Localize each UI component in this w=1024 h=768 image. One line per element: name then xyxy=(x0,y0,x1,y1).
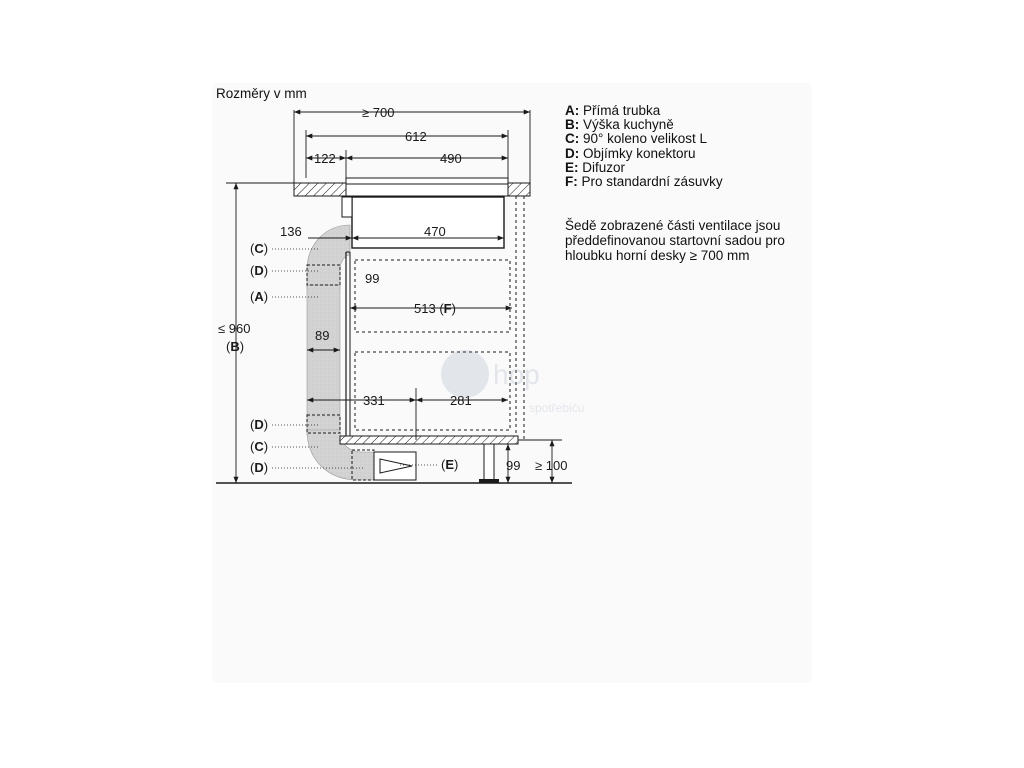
label-281: 281 xyxy=(450,393,472,408)
label-490: 490 xyxy=(440,151,462,166)
cabinet-leg xyxy=(484,444,494,480)
worktop-left xyxy=(294,183,346,196)
callout-a1: (A) xyxy=(250,289,269,304)
hob-unit-left-connector xyxy=(342,197,352,217)
callout-d2: (D) xyxy=(250,417,269,432)
callout-e: (E) xyxy=(441,457,459,472)
dimension-lines xyxy=(226,110,562,483)
duct-straight-pipe xyxy=(307,285,340,435)
legend-item: D: Objímky konektoru xyxy=(565,145,696,161)
worktop xyxy=(294,178,530,196)
label-136: 136 xyxy=(280,224,302,239)
label-513: 513 (F) xyxy=(414,301,456,316)
leg-foot xyxy=(479,479,499,483)
label-99-bottom: 99 xyxy=(506,458,521,473)
legend-item: E: Difuzor xyxy=(565,159,626,175)
legend xyxy=(565,104,723,189)
callout-d3: (D) xyxy=(250,460,269,475)
worktop-right xyxy=(508,183,530,196)
page-title: Rozměry v mm xyxy=(216,86,307,101)
legend-item: B: Výška kuchyně xyxy=(565,117,674,133)
callout-d1: (D) xyxy=(250,263,269,278)
label-331: 331 xyxy=(363,393,385,408)
hob-glass xyxy=(346,178,508,184)
grey-parts-note: Šedě zobrazené části ventilace jsou předdefinovanou startovní sadou pro hloubku horní desky ≥ 700 mm xyxy=(565,218,785,263)
legend-item: C: 90° koleno velikost L xyxy=(565,131,707,147)
hob-unit xyxy=(352,197,504,248)
callout-c1: (C) xyxy=(250,241,269,256)
legend-item: F: Pro standardní zásuvky xyxy=(565,174,723,190)
label-ge100: ≥ 100 xyxy=(535,458,568,473)
cabinet-base xyxy=(340,436,518,444)
label-122: 122 xyxy=(314,151,336,166)
diffuser xyxy=(374,452,416,480)
legend-item: A: Přímá trubka xyxy=(565,103,661,118)
callout-c2: (C) xyxy=(250,439,269,454)
callout-b: (B) xyxy=(226,339,245,354)
label-ge700: ≥ 700 xyxy=(362,105,395,120)
hob-body xyxy=(346,184,508,196)
label-612: 612 xyxy=(405,129,427,144)
watermark-text-b: spotřebiču xyxy=(529,401,585,415)
label-le960: ≤ 960 xyxy=(218,321,251,336)
duct-top-elbow xyxy=(307,225,350,290)
label-89: 89 xyxy=(315,328,330,343)
label-470: 470 xyxy=(424,224,446,239)
label-99-top: 99 xyxy=(365,271,380,286)
watermark-logo xyxy=(437,346,597,426)
watermark-text-a: hop xyxy=(493,359,540,390)
